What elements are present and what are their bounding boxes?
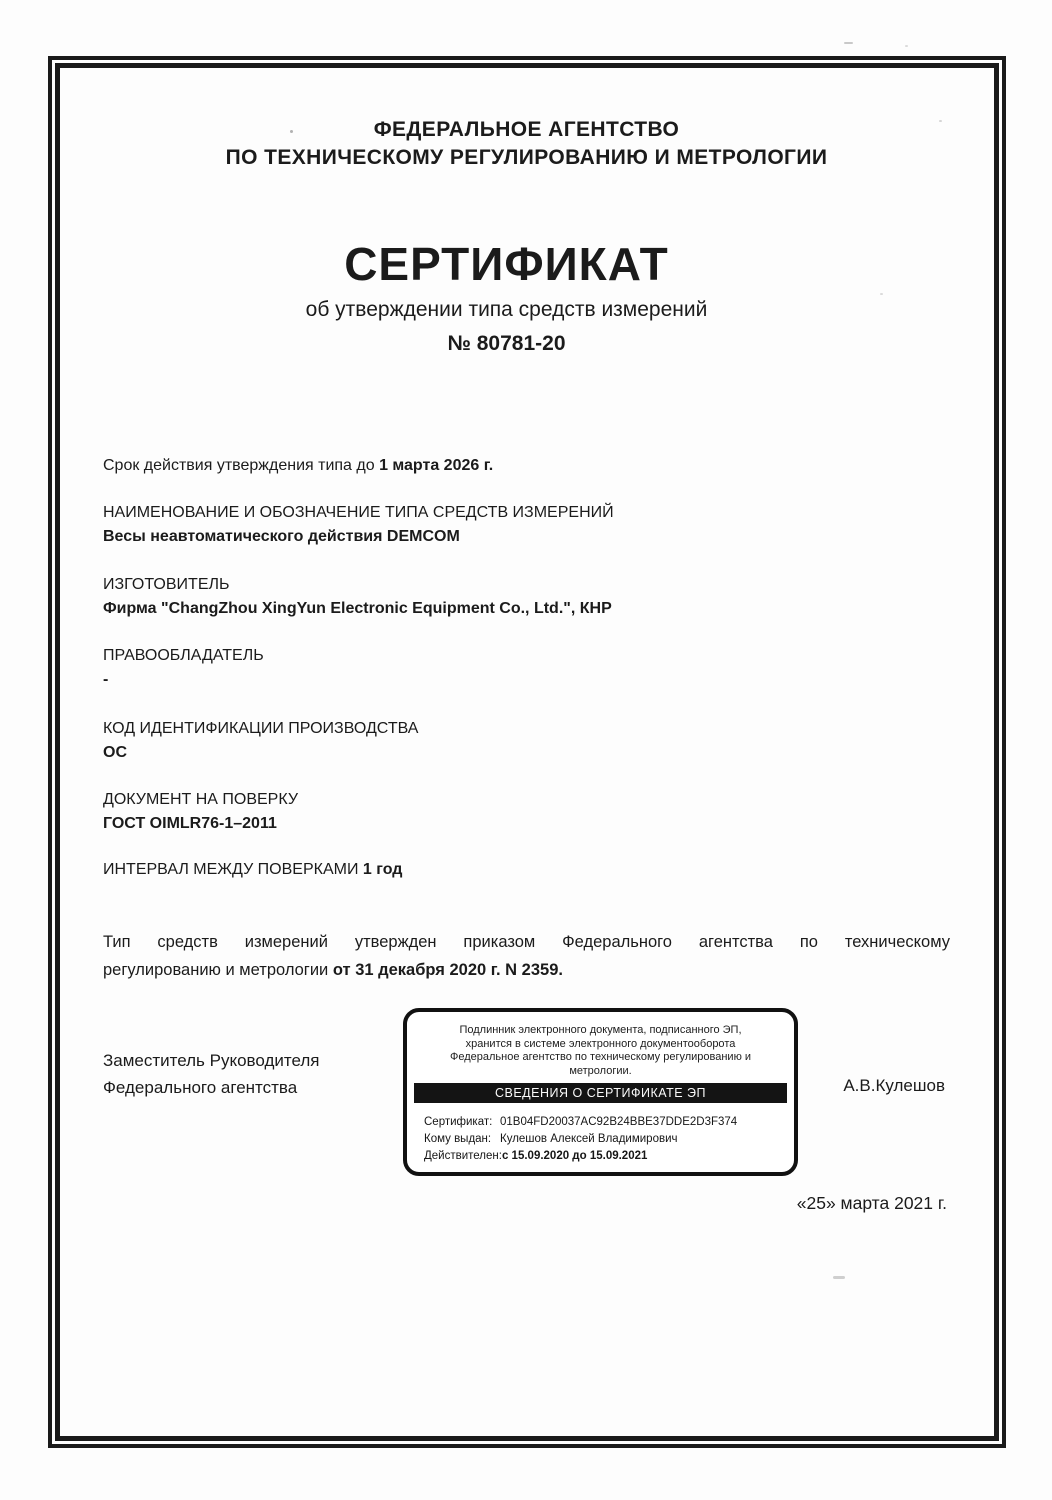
stamp-row-valid: [424, 1148, 794, 1165]
stamp-intro-line3: Федеральное агентство по техническому регулированию и: [449, 1051, 752, 1063]
validity-line: [103, 454, 950, 478]
section-label: КОД ИДЕНТИФИКАЦИИ ПРОИЗВОДСТВА: [103, 720, 419, 737]
scan-speck: [939, 120, 942, 122]
stamp-intro-line2: хранится в системе электронного документооборота: [465, 1037, 736, 1050]
stamp-bar-title: СВЕДЕНИЯ О СЕРТИФИКАТЕ ЭП: [414, 1083, 787, 1103]
section-production-id-code: [103, 717, 950, 764]
scan-speck: [833, 1276, 845, 1279]
section-value: -: [103, 670, 109, 688]
approval-line1: Тип средств измерений утвержден приказом Федерального агентства по техническому: [103, 933, 950, 951]
validity-label: Срок действия утверждения типа до: [103, 457, 380, 474]
section-type-designation: [103, 501, 950, 548]
certificate-title: СЕРТИФИКАТ: [344, 238, 669, 290]
stamp-row-label: Кому выдан:: [424, 1133, 492, 1145]
scan-speck: [905, 45, 908, 47]
interval-label: ИНТЕРВАЛ МЕЖДУ ПОВЕРКАМИ: [103, 861, 363, 878]
stamp-validity-period: с 15.09.2020 до 15.09.2021: [501, 1150, 648, 1162]
stamp-row-certificate: [424, 1114, 794, 1131]
section-value: Фирма "ChangZhou XingYun Electronic Equipment Co., Ltd.", КНР: [103, 599, 612, 617]
interval-value: 1 год: [362, 861, 403, 878]
agency-header-line1: ФЕДЕРАЛЬНОЕ АГЕНТСТВО: [373, 118, 680, 141]
stamp-intro-line1: Подлинник электронного документа, подписанного ЭП,: [459, 1024, 742, 1036]
stamp-intro: [407, 1024, 794, 1078]
scan-speck: [880, 293, 883, 295]
title-block: [103, 238, 910, 357]
signer-position-line1: Заместитель Руководителя: [103, 1051, 320, 1070]
section-label: НАИМЕНОВАНИЕ И ОБОЗНАЧЕНИЕ ТИПА СРЕДСТВ ИЗМЕРЕНИЙ: [103, 504, 614, 521]
approval-paragraph: [103, 928, 950, 984]
approval-line2: [103, 956, 950, 984]
section-value: Весы неавтоматического действия DEMCOM: [103, 527, 460, 545]
section-rights-holder: [103, 644, 950, 691]
stamp-issued-to-name: Кулешов Алексей Владимирович: [500, 1133, 678, 1145]
section-label: ИЗГОТОВИТЕЛЬ: [103, 576, 230, 593]
signer-position: [103, 1047, 403, 1101]
section-verification-document: [103, 788, 950, 835]
approval-line2-regular: регулированию и метрологии: [103, 961, 333, 979]
agency-header: [103, 116, 950, 172]
section-manufacturer: [103, 573, 950, 620]
certificate-number: № 80781-20: [447, 332, 566, 355]
signer-position-line2: Федерального агентства: [103, 1078, 298, 1097]
stamp-certificate-id: 01B04FD20037AC92B24BBE37DDE2D3F374: [500, 1116, 738, 1128]
approval-order-ref: от 31 декабря 2020 г. N 2359.: [332, 961, 563, 979]
section-value: ОС: [103, 743, 127, 761]
stamp-row-label: Действителен:: [424, 1150, 502, 1162]
section-value: ГОСТ OIMLR76-1–2011: [103, 814, 277, 832]
scan-speck: [844, 42, 853, 44]
signature-date: «25» марта 2021 г.: [796, 1193, 947, 1213]
certificate-subtitle: об утверждении типа средств измерений: [305, 298, 708, 321]
section-label: ПРАВООБЛАДАТЕЛЬ: [103, 647, 264, 664]
section-label: ДОКУМЕНТ НА ПОВЕРКУ: [103, 791, 299, 808]
stamp-intro-line4: метрологии.: [569, 1064, 632, 1077]
stamp-details: [407, 1114, 794, 1165]
agency-header-line2: ПО ТЕХНИЧЕСКОМУ РЕГУЛИРОВАНИЮ И МЕТРОЛОГИИ: [225, 146, 828, 169]
signer-name: А.В.Кулешов: [843, 1076, 945, 1095]
stamp-row-label: Сертификат:: [424, 1116, 493, 1128]
scan-speck: [290, 130, 293, 133]
verification-interval-line: [103, 858, 950, 882]
validity-date: 1 марта 2026 г.: [379, 457, 494, 474]
stamp-row-issued-to: [424, 1131, 794, 1148]
